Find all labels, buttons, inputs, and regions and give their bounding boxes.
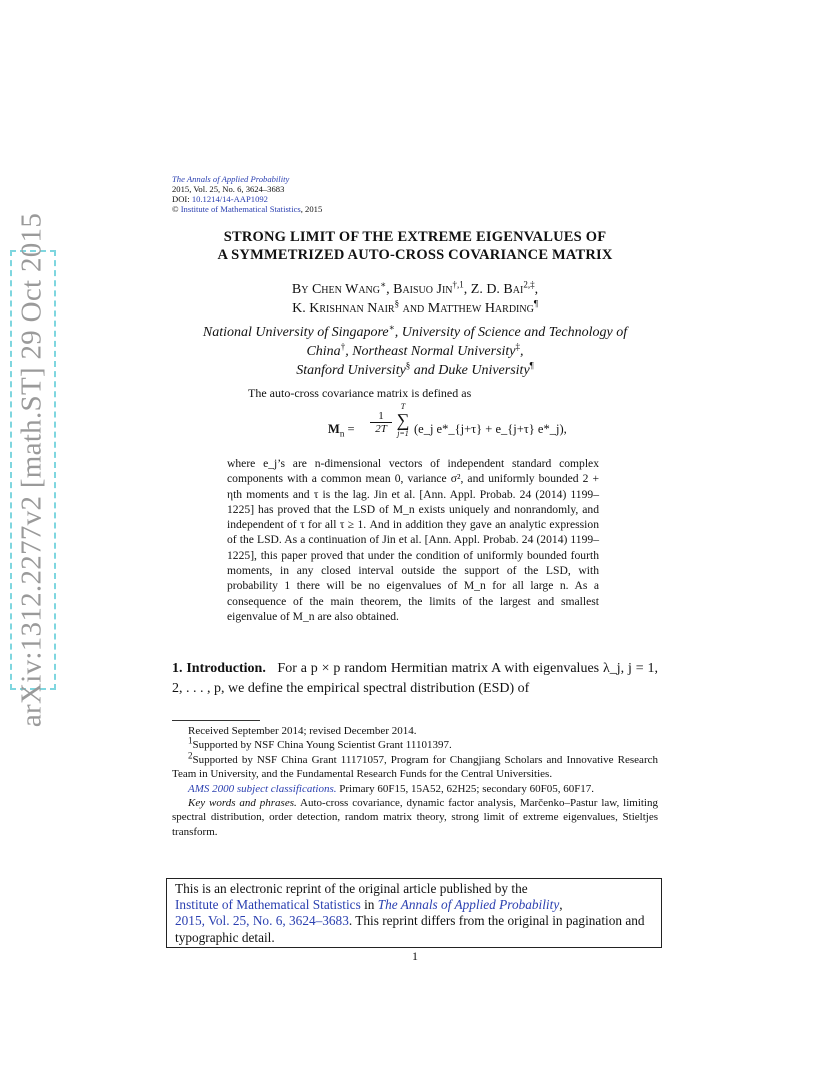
reprint-notice-box: This is an electronic reprint of the original article published by the Institute of Mathematical Statistics in The Annals of Applied Probability, 2015, Vol. 25, No. 6, 3624–3683. This reprint differs from the original in pagination and typographic detail.: [166, 878, 662, 948]
author-mark: 2,‡: [523, 279, 535, 290]
author-krishnan-nair: K. Krishnan Nair: [292, 301, 395, 316]
journal-link[interactable]: The Annals of Applied Probability: [377, 897, 560, 913]
author-mark: ∗: [379, 279, 387, 290]
doi-label: DOI:: [172, 194, 192, 204]
copyright-line: [172, 204, 322, 214]
footnote-2: $^2$Supported by NSF China Grant 11171057, Program for Changjiang Scholars and Innovative Research Team in University, and the Fundamental Research Funds for the Central Universities.: [172, 750, 658, 781]
ams-classification-link[interactable]: AMS 2000 subject classifications.: [188, 782, 337, 795]
journal-name-link[interactable]: The Annals of Applied Probability: [172, 174, 290, 184]
author-baisuo-jin: , Baisuo Jin: [386, 282, 453, 297]
affiliation-mark: §: [405, 360, 411, 371]
paper-title: [172, 228, 658, 264]
affiliation-china: China: [306, 344, 341, 359]
author-separator: ,: [534, 282, 539, 297]
by-label: By: [291, 282, 312, 297]
title-line-1: STRONG LIMIT OF THE EXTREME EIGENVALUES OF: [223, 229, 607, 245]
affiliation-stanford: Stanford University: [296, 363, 406, 378]
volume-link[interactable]: 2015, Vol. 25, No. 6, 3624–3683: [175, 913, 349, 929]
journal-header: [172, 174, 322, 214]
author-line-1: [172, 280, 658, 299]
affiliation-duke: and Duke University: [410, 363, 530, 378]
title-line-2: A SYMMETRIZED AUTO-CROSS COVARIANCE MATRIX: [217, 247, 613, 263]
copyright-symbol: ©: [172, 204, 179, 214]
author-mark: ¶: [533, 298, 538, 309]
doi-line: [172, 194, 322, 204]
copyright-year: , 2015: [300, 204, 323, 214]
volume-info: 2015, Vol. 25, No. 6, 3624–3683: [172, 184, 285, 194]
page-number: 1: [412, 949, 418, 963]
author-list: [172, 280, 658, 318]
affiliation-nus: National University of Singapore: [202, 325, 389, 340]
affiliation-separator: ,: [520, 344, 524, 359]
introduction-paragraph: [172, 659, 658, 699]
abstract-body: where e_j’s are n-dimensional vectors of independent standard complex components with a common mean 0, variance σ², and uniformly bounded 2 + ηth moments and τ is the lag. Jin et al. [Ann. Appl. Probab. 24 (2014) 1199–1225] has proved that the LSD of M_n exists uniquely and nonrandomly, and independent of τ for all τ ≥ 1. And in addition they gave an analytic expression of the LSD. As a continuation of Jin et al. [Ann. Appl. Probab. 24 (2014) 1199–1225], this paper proved that under the condition of uniformly bounded fourth moments, in any closed interval outside the support of the LSD, with probability 1 there will be no eigenvalues of M_n for all large n. As a consequence of the main theorem, the limits of the largest and smallest eigenvalue of M_n are also obtained.: [227, 457, 599, 623]
arxiv-identifier[interactable]: arXiv:1312.2277v2 [math.ST] 29 Oct 2015: [15, 212, 48, 728]
received-date: Received September 2014; revised December 2014.: [188, 725, 417, 737]
affiliation-mark: ∗: [388, 322, 395, 333]
keywords: Key words and phrases. Auto-cross covariance, dynamic factor analysis, Marčenko–Pastur law, limiting spectral distribution, order detection, random matrix theory, strong limit of extreme eigenvalues, Stieltjes transform.: [172, 797, 658, 838]
introduction-heading: 1. Introduction.: [172, 661, 266, 676]
equation-mn: [172, 402, 658, 450]
author-chen-wang: Chen Wang: [311, 282, 380, 297]
author-line-2: [172, 299, 658, 318]
author-matthew-harding: and Matthew Harding: [399, 301, 534, 316]
affiliation-mark: †: [340, 341, 346, 352]
equation-lhs: $M_n$ =: [328, 422, 355, 439]
introduction-text: For a p × p random Hermitian matrix A with eigenvalues λ_j, j = 1, 2, . . . , p, we define the empirical spectral distribution (ESD) of: [172, 661, 658, 696]
copyright-org-link[interactable]: Institute of Mathematical Statistics: [180, 204, 301, 214]
author-mark: §: [394, 298, 400, 309]
ims-link[interactable]: Institute of Mathematical Statistics: [175, 897, 361, 913]
affiliation-mark: ‡: [515, 341, 521, 352]
doi-link[interactable]: 10.1214/14-AAP1092: [191, 194, 268, 204]
reprint-line: This is an electronic reprint of the original article published by the: [175, 881, 528, 896]
abstract-intro: The auto-cross covariance matrix is defined as: [248, 386, 472, 400]
affiliation-nenu: , Northeast Normal University: [345, 344, 516, 359]
affiliations: [158, 323, 672, 380]
equation-term: (e_j e*_{j+τ} + e_{j+τ} e*_j),: [414, 422, 567, 436]
footnotes: [172, 724, 658, 839]
author-zd-bai: , Z. D. Bai: [463, 282, 524, 297]
ams-classification: AMS 2000 subject classifications. Primary 60F15, 15A52, 62H25; secondary 60F05, 60F17.: [188, 782, 595, 795]
affiliation-ustc: , University of Science and Technology of: [394, 325, 628, 340]
affiliation-mark: ¶: [529, 360, 534, 371]
author-mark: †,1: [452, 279, 464, 290]
equation-fraction: 1 2T: [370, 410, 392, 435]
footnote-1: $^1$Supported by NSF China Young Scientist Grant 11101397.: [188, 735, 452, 752]
equation-sum: T ∑ j=1: [396, 402, 410, 438]
footnote-rule: [172, 720, 260, 721]
